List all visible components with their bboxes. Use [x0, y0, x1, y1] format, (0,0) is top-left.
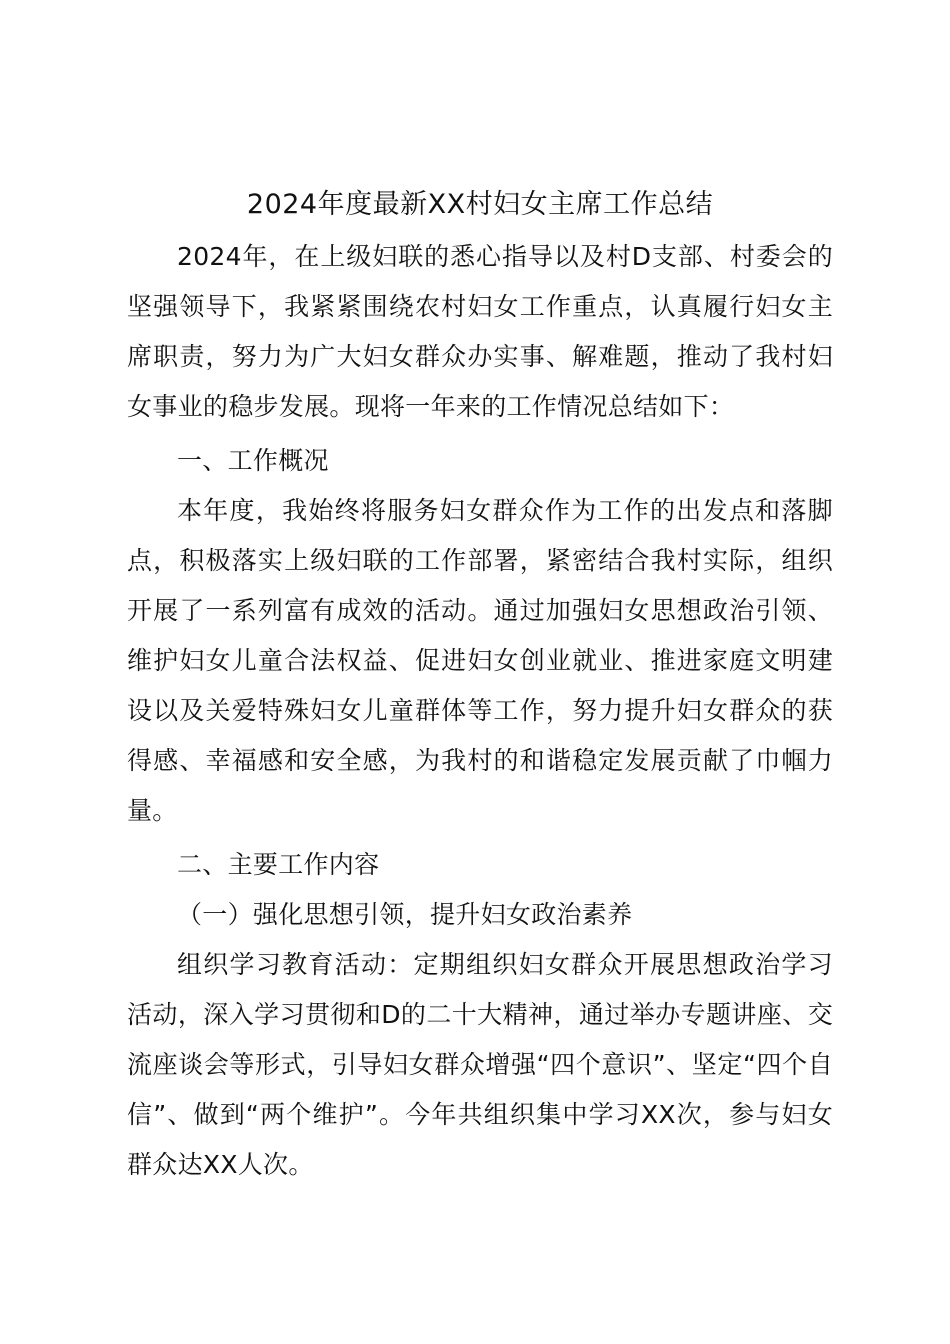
subsection-heading-ideology: （一）强化思想引领，提升妇女政治素养: [177, 900, 633, 929]
overview-paragraph: 本年度，我始终将服务妇女群众作为工作的出发点和落脚点，积极落实上级妇联的工作部署，紧密结合我村实际，组织开展了一系列富有成效的活动。通过加强妇女思想政治引领、维护妇女儿童合法权益、促进妇女创业就业、推进家庭文明建设以及关爱特殊妇女儿童群体等工作，努力提升妇女群众的获得感、幸福感和安全感，为我村的和谐稳定发展贡献了巾帼力量。: [127, 496, 833, 825]
intro-paragraph: 2024年，在上级妇联的悉心指导以及村D支部、村委会的坚强领导下，我紧紧围绕农村妇女工作重点，认真履行妇女主席职责，努力为广大妇女群众办实事、解难题，推动了我村妇女事业的稳步发展。现将一年来的工作情况总结如下：: [127, 242, 833, 421]
section-heading-main-work: 二、主要工作内容: [177, 850, 380, 879]
document-body: [127, 184, 833, 1190]
section-heading-overview: 一、工作概况: [177, 446, 329, 475]
ideology-paragraph: 组织学习教育活动：定期组织妇女群众开展思想政治学习活动，深入学习贯彻和D的二十大精神，通过举办专题讲座、交流座谈会等形式，引导妇女群众增强“四个意识”、坚定“四个自信”、做到“两个维护”。今年共组织集中学习XX次，参与妇女群众达XX人次。: [127, 950, 833, 1179]
document-title: 2024年度最新XX村妇女主席工作总结: [246, 189, 714, 220]
